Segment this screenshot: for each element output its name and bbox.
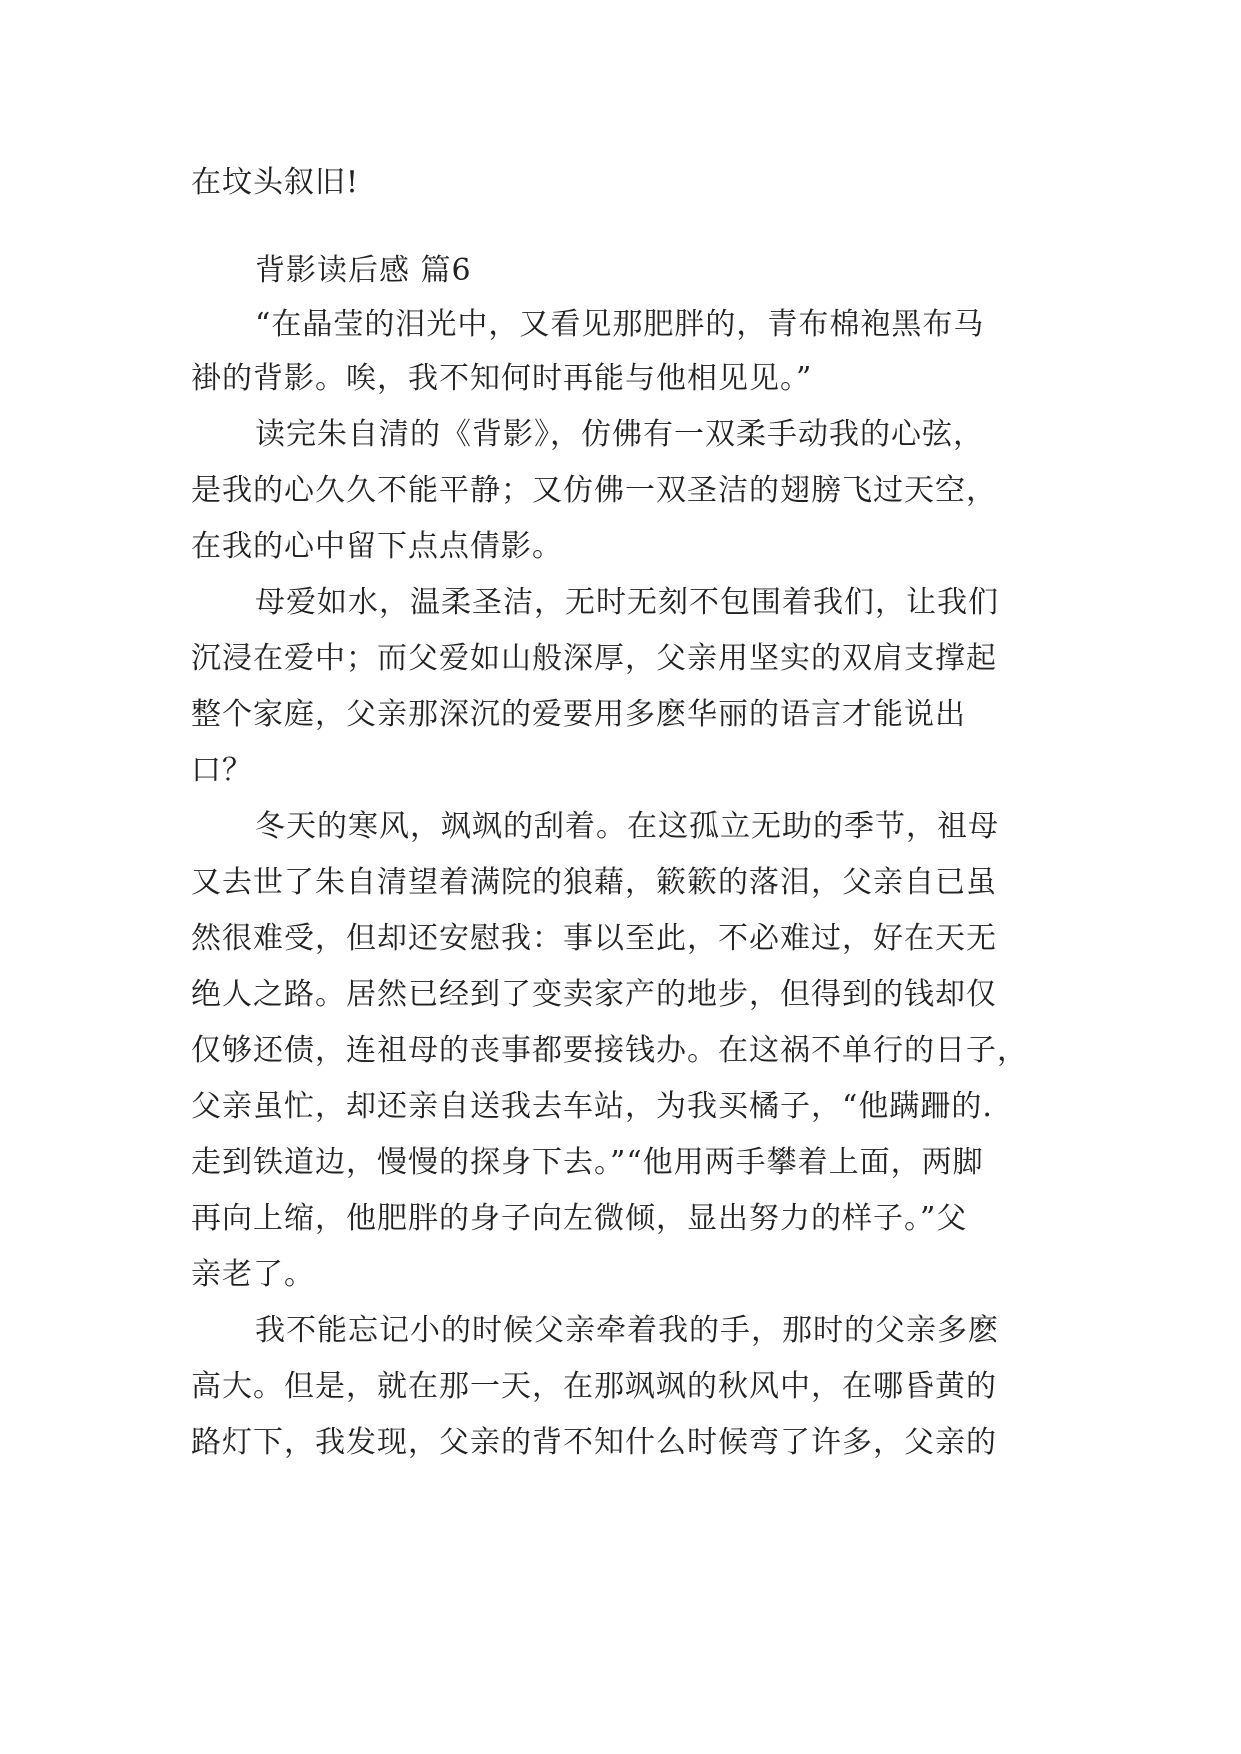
text-line: 再向上缩，他肥胖的身子向左微倾，显出努力的样子。”父 [191,1201,968,1236]
text-line: 在坟头叙旧! [191,165,360,200]
text-line: 沉浸在爱中；而父爱如山般深厚，父亲用坚实的双肩支撑起 [191,641,997,676]
text-line: 母爱如水，温柔圣洁，无时无刻不包围着我们，让我们 [255,585,999,620]
text-line: 我不能忘记小的时候父亲牵着我的手，那时的父亲多麽 [255,1313,999,1348]
text-line: 然很难受，但却还安慰我：事以至此，不必难过，好在天无 [191,921,997,956]
text-line: 父亲虽忙，却还亲自送我去车站，为我买橘子，“他蹒跚的. [191,1089,993,1124]
text-line: 走到铁道边，慢慢的探身下去。”“他用两手攀着上面，两脚 [191,1145,984,1180]
text-line: 仅够还债，连祖母的丧事都要接钱办。在这祸不单行的日子， [191,1033,1028,1068]
text-line: 又去世了朱自清望着满院的狼藉，簌簌的落泪，父亲自已虽 [191,865,997,900]
text-line: 冬天的寒风，飒飒的刮着。在这孤立无助的季节，祖母 [255,809,999,844]
text-line: 高大。但是，就在那一天，在那飒飒的秋风中，在哪昏黄的 [191,1369,997,1404]
text-line: 绝人之路。居然已经到了变卖家产的地步，但得到的钱却仅 [191,977,997,1012]
text-line: “在晶莹的泪光中，又看见那肥胖的，青布棉袍黑布马 [255,307,985,342]
text-line: 是我的心久久不能平静；又仿佛一双圣洁的翅膀飞过天空， [191,473,997,508]
text-line: 路灯下，我发现，父亲的背不知什么时候弯了许多，父亲的 [191,1425,997,1460]
text-line: 读完朱自清的《背影》，仿佛有一双柔手动我的心弦， [255,417,984,452]
text-line: 褂的背影。唉，我不知何时再能与他相见见。” [191,361,813,396]
text-line: 整个家庭，父亲那深沉的爱要用多麽华丽的语言才能说出 [191,697,966,732]
text-line: 亲老了。 [191,1257,315,1292]
section-heading: 背影读后感 篇6 [255,253,472,288]
text-line: 口？ [191,753,253,788]
text-line: 在我的心中留下点点倩影。 [191,529,563,564]
